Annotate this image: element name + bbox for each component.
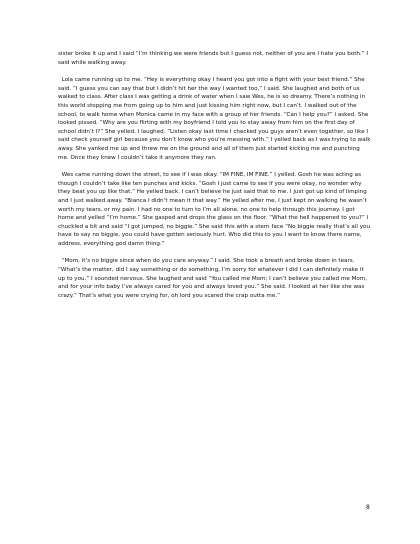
document-page xyxy=(58,50,372,309)
paragraph-2: Lola came running up to me. “Hey is everything okay I heard you got into a fight with your best friend.” She said. “I guess you can say that but I didn’t hit her the way I wanted too,” I said. She laughed and both of us walked to class. After class I was getting a drink of water when I saw Wes, he is so dreamy. There’s nothing in this world stopping me from going up to him and just kissing him right now, but I can’t. I walked out of the school, to walk home when Monica came in my face with a group of her friends. “Can I help you?” I asked. She looked pissed. “Why are you flirting with my boyfriend I told you to stay away from him on the first day of school didn’t I?” She yelled. I laughed. “Listen okay last time I checked you guys aren’t even together, so like I said check yourself girl because you don’t know who you’re messing with.” I yelled back as I was trying to walk away. She yanked me up and threw me on the ground and all of them just started kicking me and punching me. Once they knew I couldn’t take it anymore they ran. xyxy=(58,77,373,161)
paragraph-1: sister broke it up and I said “I’m thinking we were friends but I guess not, neither of you are I hate you both.” I said while walking away. xyxy=(58,51,369,66)
page-number: 8 xyxy=(366,504,370,511)
paragraph-3: Wes came running down the street, to see if I was okay. “IM FINE, IM FINE.” I yelled. Gosh he was acting as though I couldn’t take like ten punches and kicks. “Gosh I just came to see if you were okay, no wonder why they beat you up like that.” He yelled back. I can’t believe he just said that to me. I just got up kind of limping and I just walked away. “Bianca I didn’t mean it that way.” He yelled after me. I just kept on walking he wasn’t worth my tears, or my pain. I had no one to turn to I’m all alone, no one to help through this journey. I got home and yelled “I’m home.” She gasped and drops the glass on the floor. “What the hell happened to you?” I chuckled a bit and said “I got jumped, no biggie.” She said this with a stern face “No biggie really that’s all you have to say no biggie, you could have gotten seriously hurt. Who did this to you I want to know there name, address, everything god damn thing.” xyxy=(58,172,372,247)
paragraph-4: “Mom, it’s no biggie since when do you care anyway.” I said. She took a breath and broke down in tears. “What’s the matter, did I say something or do something, I’m sorry for whatever I did I can definitely make it up to you.” I sounded nervous. She laughed and said “You called me Mom; I can’t believe you called me Mom, and for your info baby I’ve always cared for you and always loved you.” She said. I looked at her like she was crazy.” That’s what you were crying for, oh lord you scared the crap outta me.” xyxy=(58,258,369,299)
